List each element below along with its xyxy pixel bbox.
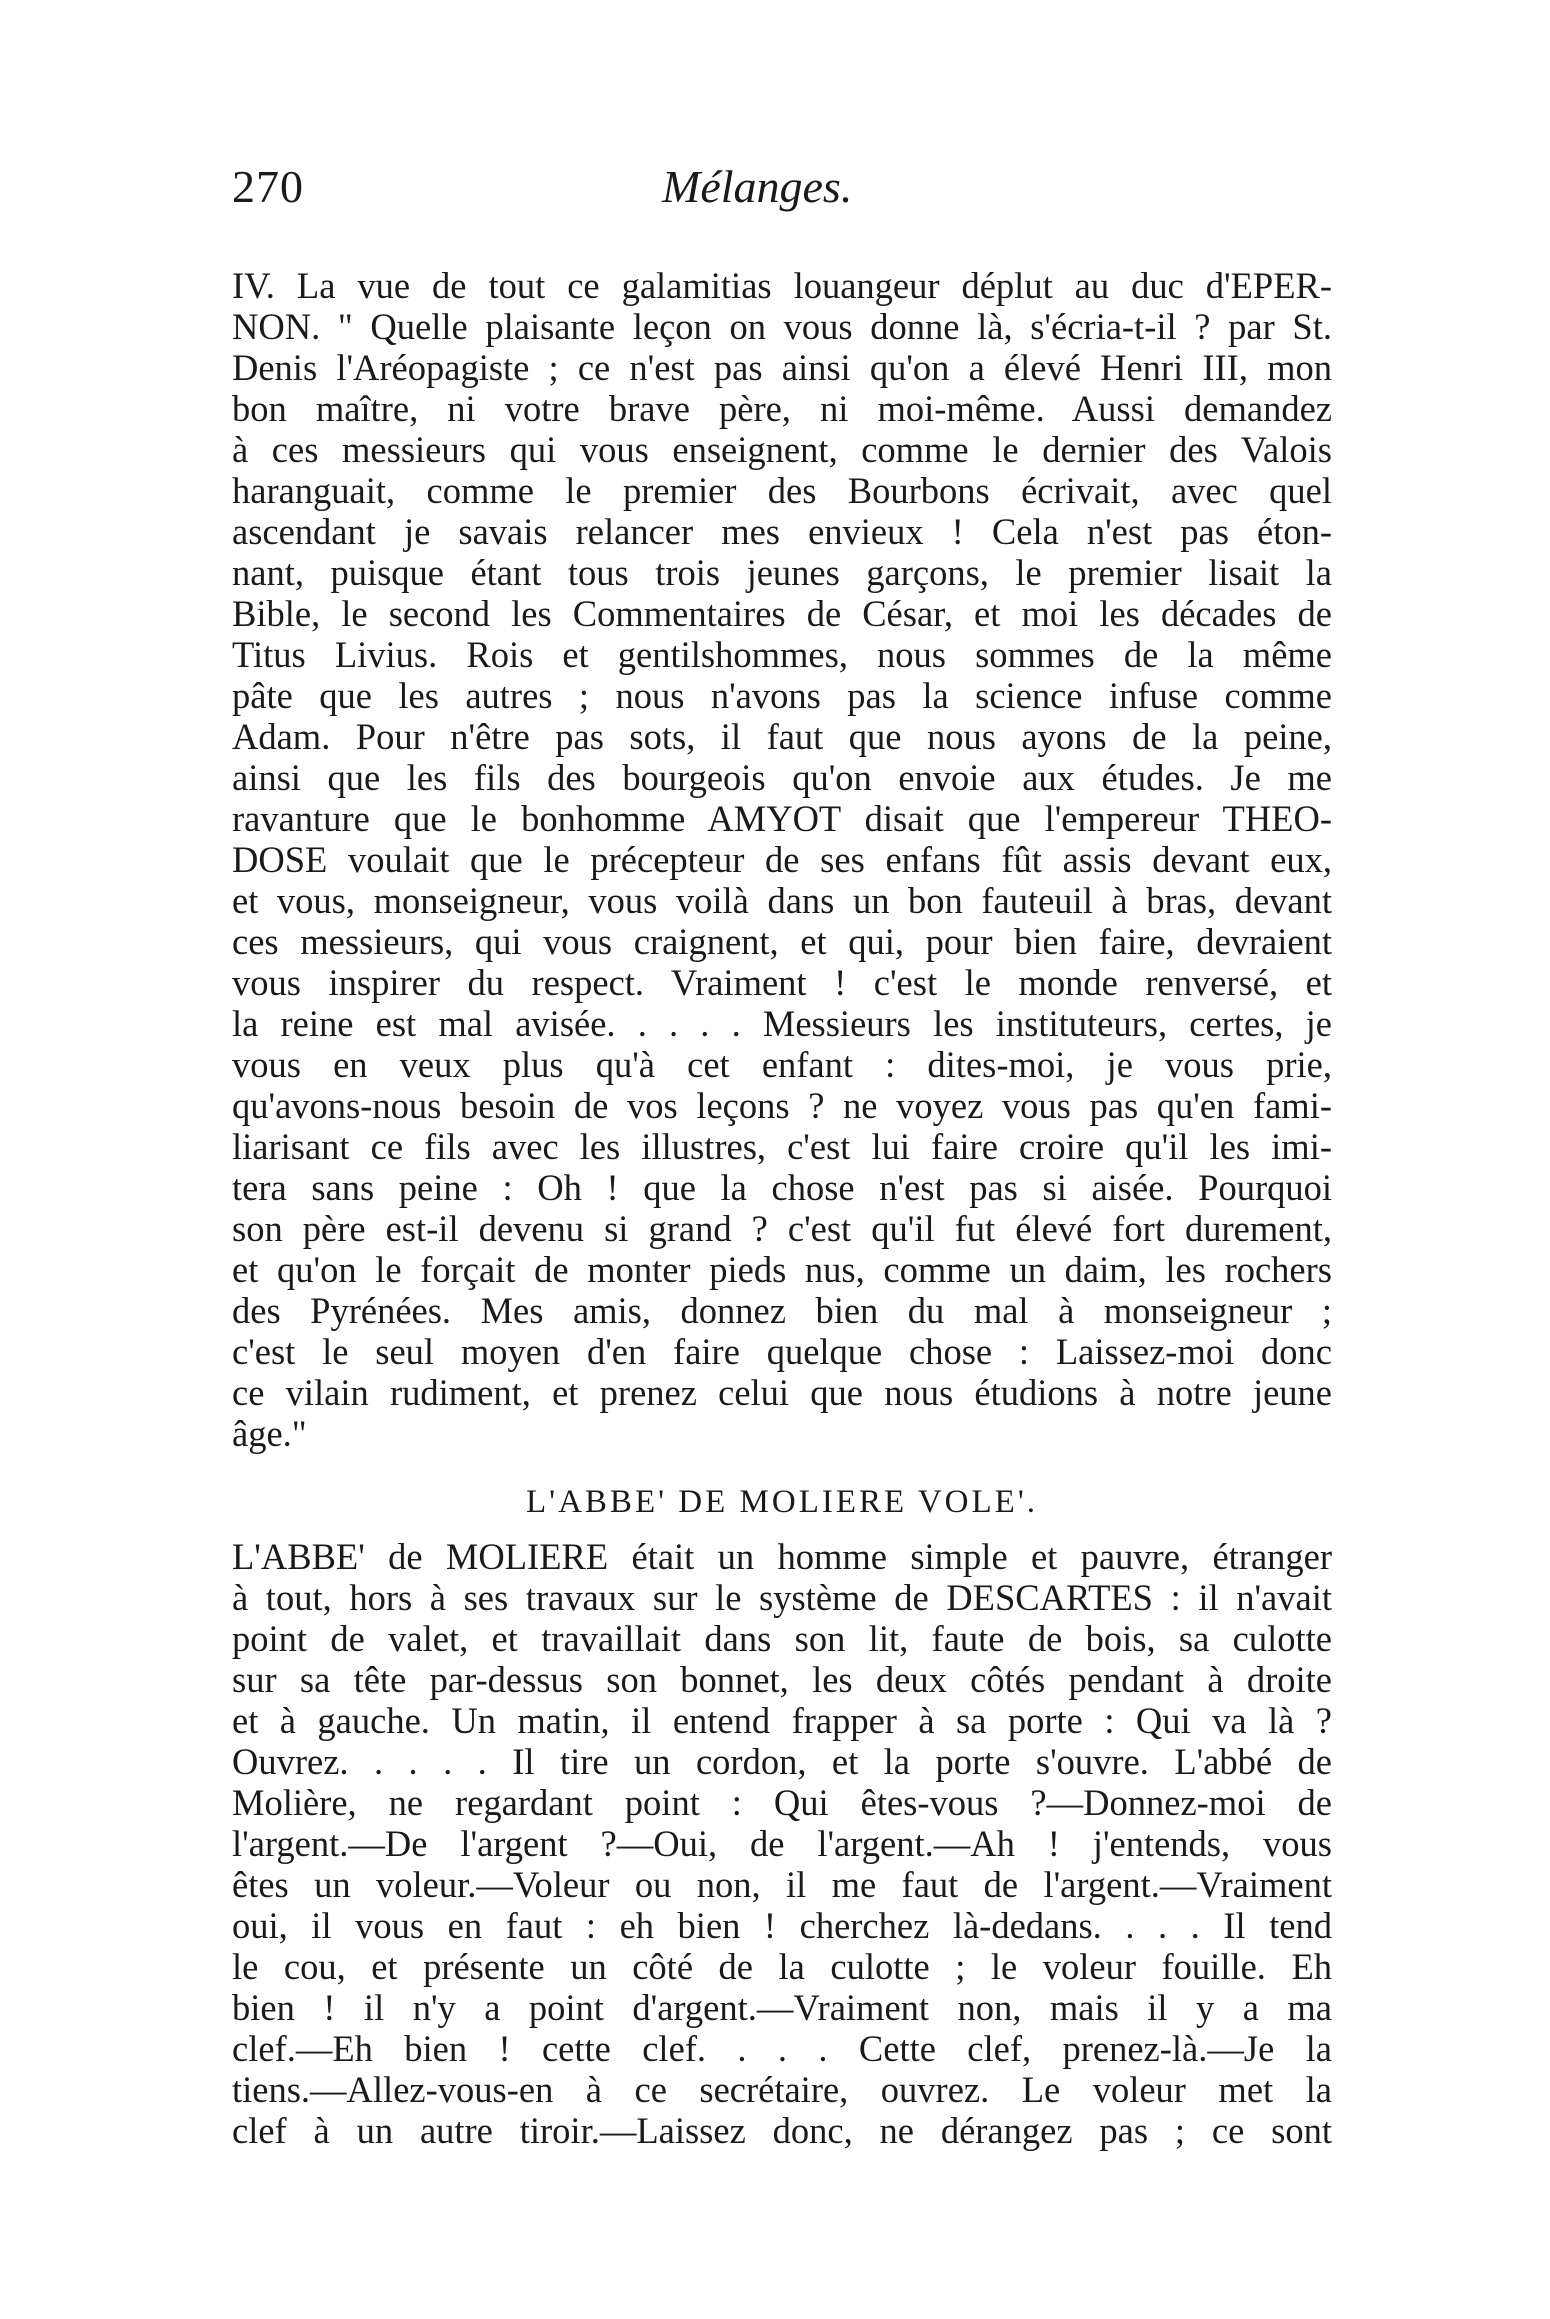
text-line: êtes un voleur.—Voleur ou non, il me faut de l'argent.—Vraiment bbox=[232, 1864, 1332, 1905]
text-line: qu'avons-nous besoin de vos leçons ? ne voyez vous pas qu'en fami- bbox=[232, 1085, 1332, 1126]
text-line: nant, puisque étant tous trois jeunes garçons, le premier lisait la bbox=[232, 552, 1332, 593]
text-line: Adam. Pour n'être pas sots, il faut que nous ayons de la peine, bbox=[232, 716, 1332, 757]
text-line: et à gauche. Un matin, il entend frapper à sa porte : Qui va là ? bbox=[232, 1700, 1332, 1741]
text-line: tera sans peine : Oh ! que la chose n'est pas si aisée. Pourquoi bbox=[232, 1167, 1332, 1208]
text-line: bon maître, ni votre brave père, ni moi-même. Aussi demandez bbox=[232, 388, 1332, 429]
section-iv-text bbox=[232, 265, 1332, 1454]
text-line: L'ABBE' de MOLIERE était un homme simple et pauvre, étranger bbox=[232, 1536, 1332, 1577]
running-title: Mélanges. bbox=[662, 161, 853, 212]
text-line: tiens.—Allez-vous-en à ce secrétaire, ouvrez. Le voleur met la bbox=[232, 2069, 1332, 2110]
text-line: sur sa tête par-dessus son bonnet, les deux côtés pendant à droite bbox=[232, 1659, 1332, 1700]
text-line: la reine est mal avisée. . . . . Messieurs les instituteurs, certes, je bbox=[232, 1003, 1332, 1044]
text-line: liarisant ce fils avec les illustres, c'est lui faire croire qu'il les imi- bbox=[232, 1126, 1332, 1167]
text-line: âge." bbox=[232, 1413, 307, 1454]
text-line: NON. " Quelle plaisante leçon on vous donne là, s'écria-t-il ? par St. bbox=[232, 306, 1332, 347]
text-line: et qu'on le forçait de monter pieds nus, comme un daim, les rochers bbox=[232, 1249, 1332, 1290]
text-line: vous inspirer du respect. Vraiment ! c'est le monde renversé, et bbox=[232, 962, 1332, 1003]
text-line: des Pyrénées. Mes amis, donnez bien du mal à monseigneur ; bbox=[232, 1290, 1332, 1331]
text-line: ravanture que le bonhomme AMYOT disait que l'empereur THEO- bbox=[232, 798, 1332, 839]
text-line: Denis l'Aréopagiste ; ce n'est pas ainsi qu'on a élevé Henri III, mon bbox=[232, 347, 1332, 388]
text-line: c'est le seul moyen d'en faire quelque chose : Laissez-moi donc bbox=[232, 1331, 1332, 1372]
text-line: et vous, monseigneur, vous voilà dans un bon fauteuil à bras, devant bbox=[232, 880, 1332, 921]
text-line: ce vilain rudiment, et prenez celui que nous étudions à notre jeune bbox=[232, 1372, 1332, 1413]
running-head bbox=[232, 160, 1332, 220]
text-line: son père est-il devenu si grand ? c'est qu'il fut élevé fort durement, bbox=[232, 1208, 1332, 1249]
section-abbe-text bbox=[232, 1536, 1332, 2151]
text-line: à ces messieurs qui vous enseignent, comme le dernier des Valois bbox=[232, 429, 1332, 470]
text-line: ainsi que les fils des bourgeois qu'on envoie aux études. Je me bbox=[232, 757, 1332, 798]
text-line: vous en veux plus qu'à cet enfant : dites-moi, je vous prie, bbox=[232, 1044, 1332, 1085]
text-line: ascendant je savais relancer mes envieux ! Cela n'est pas éton- bbox=[232, 511, 1332, 552]
text-line: l'argent.—De l'argent ?—Oui, de l'argent.—Ah ! j'entends, vous bbox=[232, 1823, 1332, 1864]
text-line: clef à un autre tiroir.—Laissez donc, ne dérangez pas ; ce sont bbox=[232, 2110, 1332, 2151]
text-line: ces messieurs, qui vous craignent, et qui, pour bien faire, devraient bbox=[232, 921, 1332, 962]
text-line: le cou, et présente un côté de la culotte ; le voleur fouille. Eh bbox=[232, 1946, 1332, 1987]
text-line: bien ! il n'y a point d'argent.—Vraiment non, mais il y a ma bbox=[232, 1987, 1332, 2028]
text-line: oui, il vous en faut : eh bien ! cherchez là-dedans. . . . Il tend bbox=[232, 1905, 1332, 1946]
text-line: Titus Livius. Rois et gentilshommes, nous sommes de la même bbox=[232, 634, 1332, 675]
text-line: haranguait, comme le premier des Bourbons écrivait, avec quel bbox=[232, 470, 1332, 511]
text-line: Ouvrez. . . . . Il tire un cordon, et la porte s'ouvre. L'abbé de bbox=[232, 1741, 1332, 1782]
text-line: pâte que les autres ; nous n'avons pas la science infuse comme bbox=[232, 675, 1332, 716]
text-line: Bible, le second les Commentaires de César, et moi les décades de bbox=[232, 593, 1332, 634]
text-line: DOSE voulait que le précepteur de ses enfans fût assis devant eux, bbox=[232, 839, 1332, 880]
text-line: clef.—Eh bien ! cette clef. . . . Cette clef, prenez-là.—Je la bbox=[232, 2028, 1332, 2069]
text-line: point de valet, et travaillait dans son lit, faute de bois, sa culotte bbox=[232, 1618, 1332, 1659]
text-line: IV. La vue de tout ce galamitias louangeur déplut au duc d'EPER- bbox=[232, 265, 1332, 306]
section-heading: L'ABBE' DE MOLIERE VOLE'. bbox=[525, 1484, 1039, 1520]
text-line: Molière, ne regardant point : Qui êtes-vous ?—Donnez-moi de bbox=[232, 1782, 1332, 1823]
text-line: à tout, hors à ses travaux sur le système de DESCARTES : il n'avait bbox=[232, 1577, 1332, 1618]
page-number: 270 bbox=[232, 161, 304, 212]
